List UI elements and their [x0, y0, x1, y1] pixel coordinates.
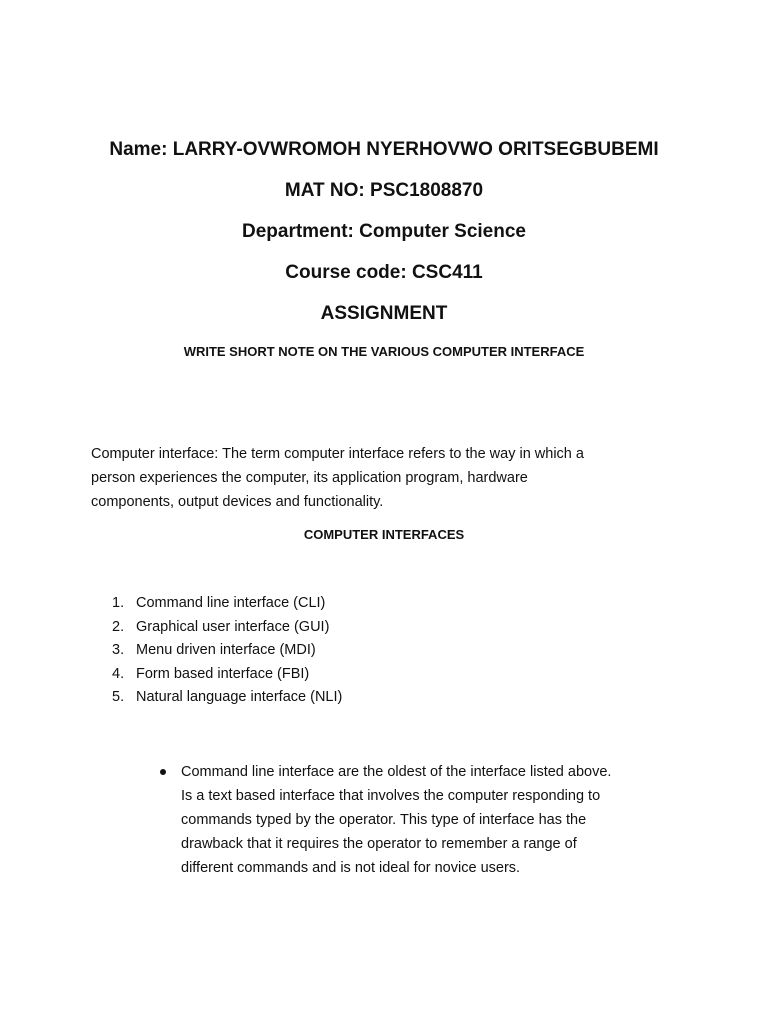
definition-line: person experiences the computer, its application program, hardware	[91, 470, 528, 486]
assignment-question: WRITE SHORT NOTE ON THE VARIOUS COMPUTER INTERFACE	[183, 344, 585, 359]
definition-paragraph	[91, 442, 681, 514]
definition-line: Computer interface: The term computer interface refers to the way in which a	[91, 446, 584, 462]
list-item	[112, 616, 342, 640]
list-label: Natural language interface (NLI)	[136, 689, 343, 705]
list-number: 4.	[112, 665, 125, 682]
list-number: 2.	[112, 618, 125, 635]
mat-number: MAT NO: PSC1808870	[284, 180, 484, 201]
list-item	[112, 639, 342, 663]
note-line: commands typed by the operator. This type of interface has the	[181, 812, 587, 828]
list-label: Command line interface (CLI)	[136, 595, 326, 611]
note-line: different commands and is not ideal for novice users.	[181, 860, 521, 876]
list-item	[112, 686, 342, 710]
list-label: Form based interface (FBI)	[136, 665, 310, 682]
notes-list	[160, 760, 611, 880]
section-title: COMPUTER INTERFACES	[303, 527, 465, 542]
list-item	[112, 592, 342, 616]
list-number: 5.	[112, 689, 125, 705]
note-line: drawback that it requires the operator to remember a range of	[181, 836, 577, 852]
list-label: Graphical user interface (GUI)	[136, 618, 330, 635]
list-label: Menu driven interface (MDI)	[136, 642, 316, 658]
note-line: Command line interface are the oldest of the interface listed above.	[181, 764, 612, 780]
note-line: Is a text based interface that involves the computer responding to	[181, 788, 601, 804]
student-name: Name: LARRY-OVWROMOH NYERHOVWO ORITSEGBUBEMI	[109, 139, 659, 160]
course-code: Course code: CSC411	[285, 262, 483, 283]
list-number: 3.	[112, 642, 125, 658]
note-item-cli	[160, 760, 611, 880]
bullet-icon	[160, 769, 166, 775]
list-number: 1.	[112, 595, 125, 611]
department: Department: Computer Science	[241, 221, 526, 242]
list-item	[112, 663, 342, 687]
assignment-title: ASSIGNMENT	[320, 303, 448, 324]
definition-line: components, output devices and functionality.	[91, 494, 384, 510]
interfaces-list	[112, 592, 342, 710]
